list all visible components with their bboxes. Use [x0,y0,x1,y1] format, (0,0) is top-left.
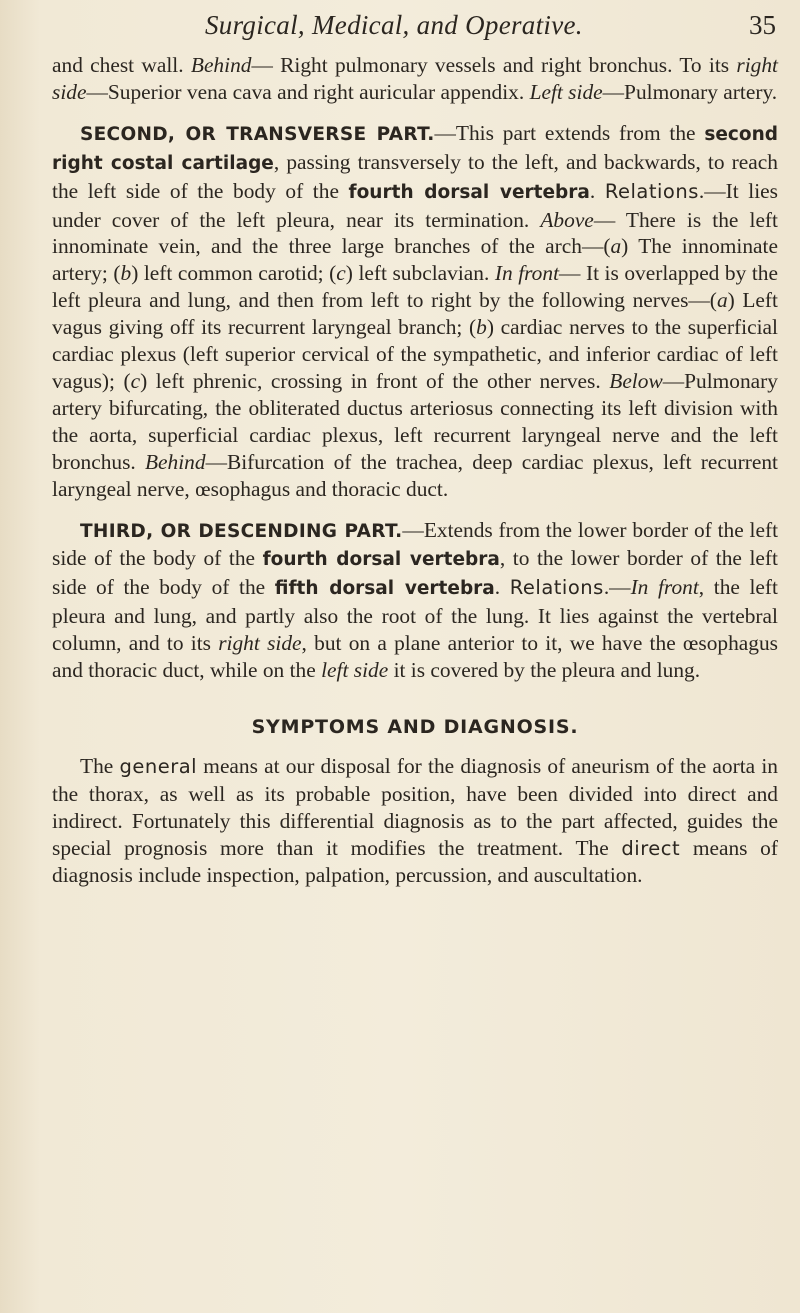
text-span: means at our disposal for the diagnosis of aneurism of the aorta in the thorax, as well as its probable position, have been divided into direct and indirect. Fortunately this differential diagnosis as to the part affected, guides the special prognosis more than it modifies the treatment. The [52,753,778,860]
italic-term: Above [540,207,594,232]
page-number: 35 [749,10,776,40]
text-span: The [80,753,120,778]
paragraph-symptoms [52,753,778,890]
text-span: — Right pulmonary vessels and right bronchus. To its [251,53,737,77]
text-span: it is covered by the pleura and lung. [388,658,701,683]
bold-term: fourth dorsal vertebra [348,181,590,203]
italic-term: Behind [190,53,252,77]
running-head: Surgical, Medical, and Operative. [205,10,583,40]
italic-term: left side [321,658,389,683]
italic-term: Left side [529,79,603,104]
text-span: ) The innominate artery; ( [52,234,778,286]
spaced-term: direct [621,836,681,860]
bold-term: fourth dorsal vertebra [262,549,500,571]
text-span: , passing transversely to the left, and backwards, to reach the left side of the body of the [52,149,778,203]
text-span: — There is the left innominate vein, and the three large branches of the arch—( [52,207,779,259]
italic-term: In front [630,575,699,600]
text-span: . [589,178,605,203]
text-span: —Bifurcation of the trachea, deep cardiac plexus, left recurrent laryngeal nerve, œsophagus and thoracic duct. [52,449,778,501]
paragraph-third-part [52,517,778,684]
text-span: ) left common carotid; ( [131,261,337,286]
page-header [0,10,800,50]
italic-term: Below [609,368,663,393]
section-head: THIRD, OR DESCENDING PART. [80,520,403,542]
text-span: . [494,575,510,600]
relations-label: Relations [509,576,604,600]
italic-letter: a [610,234,622,259]
text-span: —Pulmonary artery. [602,79,778,104]
text-span: and chest wall. [52,53,191,77]
italic-term: right side [52,53,778,104]
section-head: SECOND, OR TRANSVERSE PART. [80,123,435,145]
text-span: , the left pleura and lung, and partly also the root of the lung. It lies against the vertebral column, and to its [52,575,778,656]
section-heading: SYMPTOMS AND DIAGNOSIS. [251,715,579,738]
text-span: .— [603,575,631,600]
italic-letter: a [716,288,728,313]
text-span: — It is overlapped by the left pleura and lung, and then from left to right by the following nerves—( [52,261,778,313]
text-span: .—It lies under cover of the left pleura, near its termination. [52,178,778,232]
text-span: ) Left vagus giving off its recurrent laryngeal branch; ( [52,288,778,340]
text-span: , but on a plane anterior to it, we have the œsophagus and thoracic duct, while on the [52,631,778,683]
italic-term: Behind [144,449,206,474]
relations-label: Relations [604,179,699,203]
text-span: ) cardiac nerves to the superficial cardiac plexus (left superior cervical of the sympathetic, and inferior cardiac of left vagus); ( [52,315,778,393]
italic-letter: b [476,315,487,340]
text-span: ) left phrenic, crossing in front of the other nerves. [140,368,610,393]
italic-term: right side [218,631,302,656]
text-span: ) left subclavian. [345,261,495,286]
italic-term: In front [494,261,560,286]
italic-letter: c [336,261,346,286]
text-span: —Pulmonary artery bifurcating, the obliterated ductus arteriosus connecting its left division with the aorta, superficial cardiac plexus, left recurrent laryngeal nerve and the left bronchus. [52,368,778,474]
bold-term: second right costal cartilage [52,123,779,174]
spaced-term: general [119,754,198,778]
bold-term: fifth dorsal vertebra [274,578,495,600]
text-span: —Superior vena cava and right auricular appendix. [86,79,530,104]
italic-letter: b [120,261,132,286]
text-span: means of diagnosis include inspection, palpation, percussion, and auscultation. [52,835,778,888]
text-span: —This part extends from the [434,120,705,145]
paragraph-continuation [52,52,778,106]
text-span: —Extends from the lower border of the left side of the body of the [52,517,779,571]
text-span: , to the lower border of the left side of the body of the [52,546,778,600]
paragraph-second-part [52,120,778,503]
italic-letter: c [130,368,141,393]
body-text [52,52,778,889]
